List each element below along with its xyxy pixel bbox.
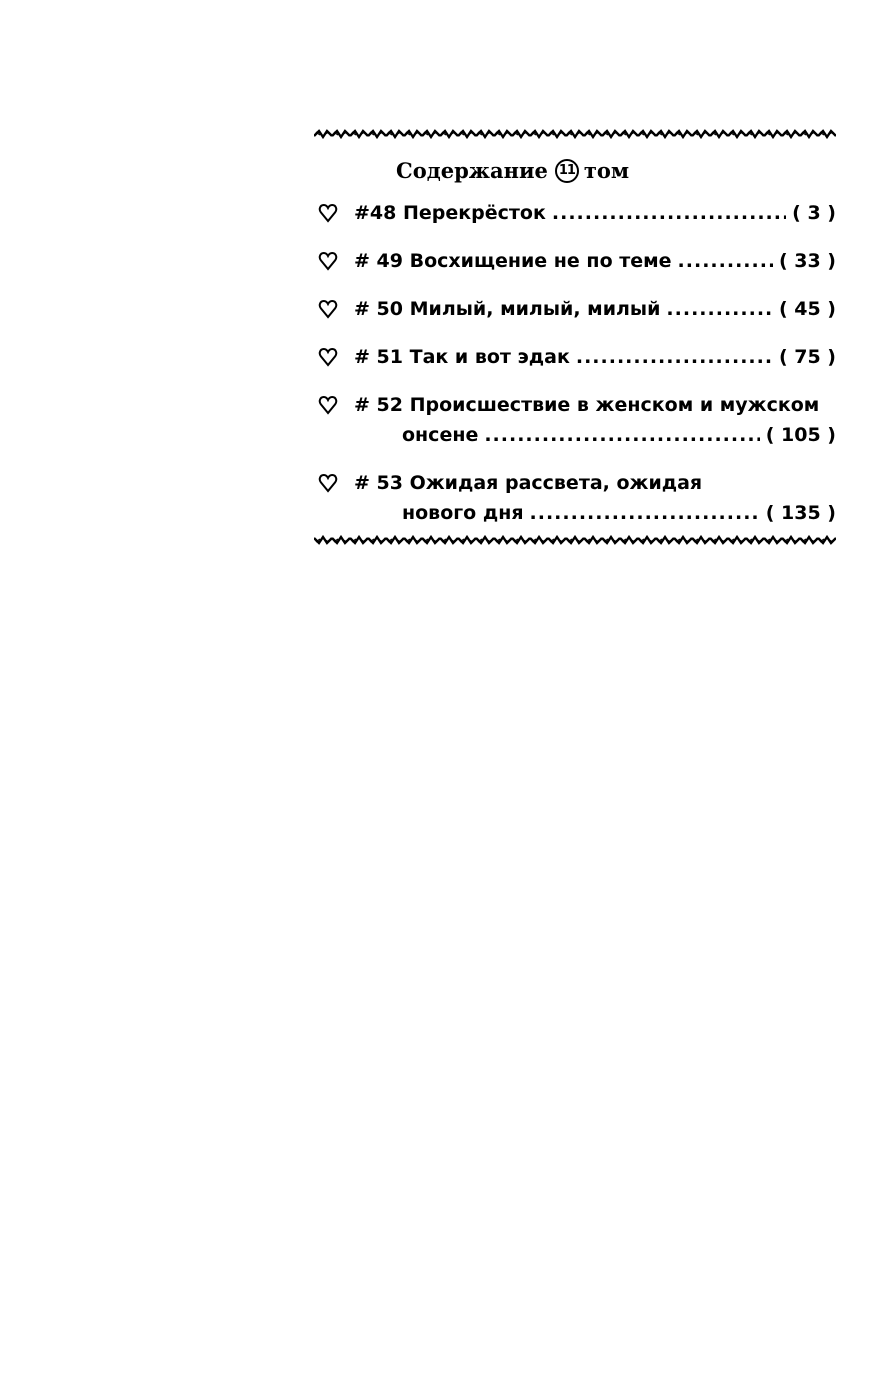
entry-title: Милый, милый, милый: [409, 298, 661, 320]
toc-entry: [314, 294, 836, 324]
entry-page: ( 105 ): [765, 424, 836, 446]
entry-number: # 50: [354, 298, 403, 320]
dot-leader: [666, 294, 773, 324]
toc-entry: [314, 198, 836, 228]
toc-title-prefix: Содержание: [396, 158, 548, 183]
entry-title: Перекрёсток: [403, 202, 546, 224]
top-ornamental-border: [314, 128, 836, 140]
heart-outline-icon: [318, 246, 342, 276]
dot-leader: [530, 498, 760, 528]
dot-leader: [552, 198, 786, 228]
entry-title: Восхищение не по теме: [409, 250, 672, 272]
dot-leader: [576, 342, 773, 372]
entry-page: ( 3 ): [792, 202, 836, 224]
toc-entry: [314, 246, 836, 276]
heart-outline-icon: [318, 294, 342, 324]
toc-entries: [314, 198, 836, 528]
heart-outline-icon: [318, 390, 342, 420]
entry-page: ( 33 ): [778, 250, 836, 272]
entry-number: #48: [354, 202, 397, 224]
heart-outline-icon: [318, 342, 342, 372]
entry-number: # 53: [354, 472, 403, 494]
dot-leader: [678, 246, 773, 276]
toc-title: [396, 154, 836, 188]
entry-page: ( 75 ): [778, 346, 836, 368]
entry-title: Происшествие в женском и мужском: [409, 394, 820, 416]
toc-entry: [314, 390, 836, 450]
entry-number: # 52: [354, 394, 403, 416]
entry-number: # 49: [354, 250, 403, 272]
heart-outline-icon: [318, 468, 342, 498]
entry-number: # 51: [354, 346, 403, 368]
dot-leader: [484, 420, 759, 450]
entry-page: ( 45 ): [778, 298, 836, 320]
entry-title: Так и вот эдак: [409, 346, 570, 368]
bottom-ornamental-border: [314, 534, 836, 546]
toc-title-suffix: том: [583, 158, 630, 183]
table-of-contents: [314, 128, 836, 546]
entry-title-continued: нового дня: [402, 502, 524, 524]
volume-number-badge: 11: [555, 159, 579, 183]
entry-page: ( 135 ): [765, 502, 836, 524]
toc-entry: [314, 468, 836, 528]
entry-title-continued: онсене: [402, 424, 479, 446]
entry-title: Ожидая рассвета, ожидая: [409, 472, 703, 494]
heart-outline-icon: [318, 198, 342, 228]
toc-entry: [314, 342, 836, 372]
